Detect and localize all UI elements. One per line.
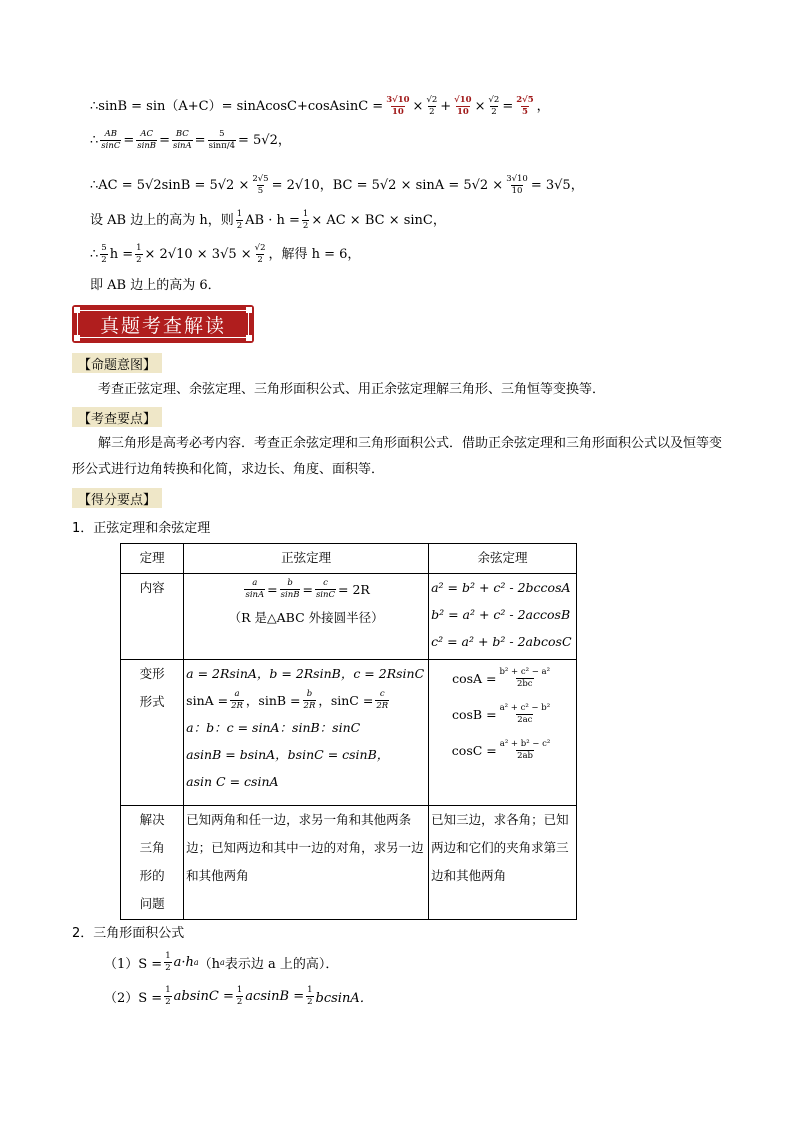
- fraction: $\frac{1}{2}$: [302, 209, 309, 231]
- fraction: $\frac{5}{2}$: [101, 243, 107, 265]
- solution-line-2: ∴ $\frac{AB}{\sin C}$ = $\frac{AC}{\sin B}$ = $\frac{BC}{\sin A}$ = $\frac{5}{\sin\pi/4}$ = 5√2，: [90, 129, 291, 151]
- area-formula-2: （2）S = $\frac{1}{2}$ absinC = $\frac{1}{2}$ acsinB = $\frac{1}{2}$ bcsinA．: [104, 985, 373, 1007]
- fraction: $\frac{2√5}{5}$: [516, 95, 534, 117]
- fraction: $\frac{5}{\sin\pi/4}$: [208, 129, 235, 151]
- fraction: $\frac{√2}{2}$: [254, 243, 266, 265]
- points-tag: 【考查要点】: [72, 407, 162, 427]
- row-label-content: 内容: [121, 574, 184, 660]
- fraction: $\frac{1}{2}$: [136, 243, 142, 265]
- fraction: $\frac{AC}{\sin B}$: [137, 129, 157, 151]
- table-header: 余弦定理: [429, 544, 577, 574]
- fraction: $\frac{BC}{\sin A}$: [172, 129, 192, 151]
- heading-area: 2．三角形面积公式: [72, 926, 185, 941]
- cosine-rule-cell: a² = b² + c² - 2bccosA b² = a² + c² - 2accosB c² = a² + b² - 2abcosC: [429, 574, 577, 660]
- fraction: $\frac{√2}{2}$: [488, 95, 500, 117]
- sine-variants-cell: a = 2RsinA，b = 2RsinB，c = 2RsinC sinA = $\frac{a}{2R}$ ，sinB = $\frac{b}{2R}$ ，sinC = $\frac{c}{2R}$ a：b：c = sinA：sinB：sinC asinB = bsinA，bsinC = csinB， asin C = csinA: [184, 660, 429, 806]
- section-banner: [72, 305, 254, 343]
- intent-text: 考查正弦定理、余弦定理、三角形面积公式、用正余弦定理解三角形、三角恒等变换等．: [98, 382, 606, 397]
- row-label-variants: 变形 形式: [121, 660, 184, 806]
- table-header: 定理: [121, 544, 184, 574]
- cosine-use-cell: 已知三边，求各角；已知两边和它们的夹角求第三边和其他两角: [429, 806, 577, 920]
- sine-use-cell: 已知两角和任一边，求另一角和其他两条边；已知两边和其中一边的对角，求另一边和其他两角: [184, 806, 429, 920]
- solution-line-5: ∴ $\frac{5}{2}$ h = $\frac{1}{2}$ × 2√10 × 3√5 × $\frac{√2}{2}$ ，解得 h = 6，: [90, 243, 361, 265]
- heading-sine-cosine: 1．正弦定理和余弦定理: [72, 521, 211, 536]
- solution-line-4: 设 AB 边上的高为 h，则 $\frac{1}{2}$ AB · h = $\frac{1}{2}$ × AC × BC × sinC，: [90, 209, 446, 231]
- intent-tag: 【命题意图】: [72, 353, 162, 373]
- table-header: 正弦定理: [184, 544, 429, 574]
- row-label-problems: 解决 三角 形的 问题: [121, 806, 184, 920]
- solution-line-6: 即 AB 边上的高为 6．: [90, 278, 221, 293]
- fraction: $\frac{2√5}{5}$: [252, 174, 269, 196]
- fraction: $\frac{1}{2}$: [236, 209, 243, 231]
- sine-rule-cell: $\frac{a}{\sin A}$ = $\frac{b}{\sin B}$ = $\frac{c}{\sin C}$ = 2R （R 是△ABC 外接圆半径）: [184, 574, 429, 660]
- fraction: $\frac{√2}{2}$: [426, 95, 438, 117]
- fraction: $\frac{√10}{10}$: [454, 95, 472, 117]
- fraction: $\frac{3√10}{10}$: [386, 95, 410, 117]
- score-tag: 【得分要点】: [72, 488, 162, 508]
- cosine-variants-cell: cosA = $\frac{\text{b² + c² − a²}}{2bc}$ cosB = $\frac{\text{a² + c² − b²}}{2ac}$ cosC = $\frac{\text{a² + b² − c²}}{2ab}$: [429, 660, 577, 806]
- sinb-expression: ∴sinB = sin（A+C）= sinAcosC+cosAsinC =: [90, 98, 384, 114]
- sine-note: （R 是△ABC 外接圆半径）: [228, 610, 384, 625]
- fraction: $\frac{3√10}{10}$: [506, 174, 528, 196]
- solution-line-3: ∴AC = 5√2sinB = 5√2 × $\frac{2√5}{5}$ = 2√10，BC = 5√2 × sinA = 5√2 × $\frac{3√10}{10}$ = 3√5，: [90, 174, 584, 196]
- points-text: 解三角形是高考必考内容．考查正余弦定理和三角形面积公式．借助正余弦定理和三角形面积公式以及恒等变形公式进行边角转换和化简，求边长、角度、面积等．: [72, 436, 723, 477]
- fraction: $\frac{AB}{\sin C}$: [101, 129, 121, 151]
- area-formula-1: （1）S = $\frac{1}{2}$ a·h a （h a 表示边 a 上的高）．: [104, 951, 339, 973]
- banner-title: 真题考查解读: [77, 310, 249, 338]
- theorem-table: [120, 543, 577, 920]
- solution-line-1: ∴sinB = sin（A+C）= sinAcosC+cosAsinC = $\frac{3√10}{10}$ × $\frac{√2}{2}$ + $\frac{√10}{10}$ × $\frac{√2}{2}$ = $\frac{2√5}{5}$ ，: [90, 95, 550, 117]
